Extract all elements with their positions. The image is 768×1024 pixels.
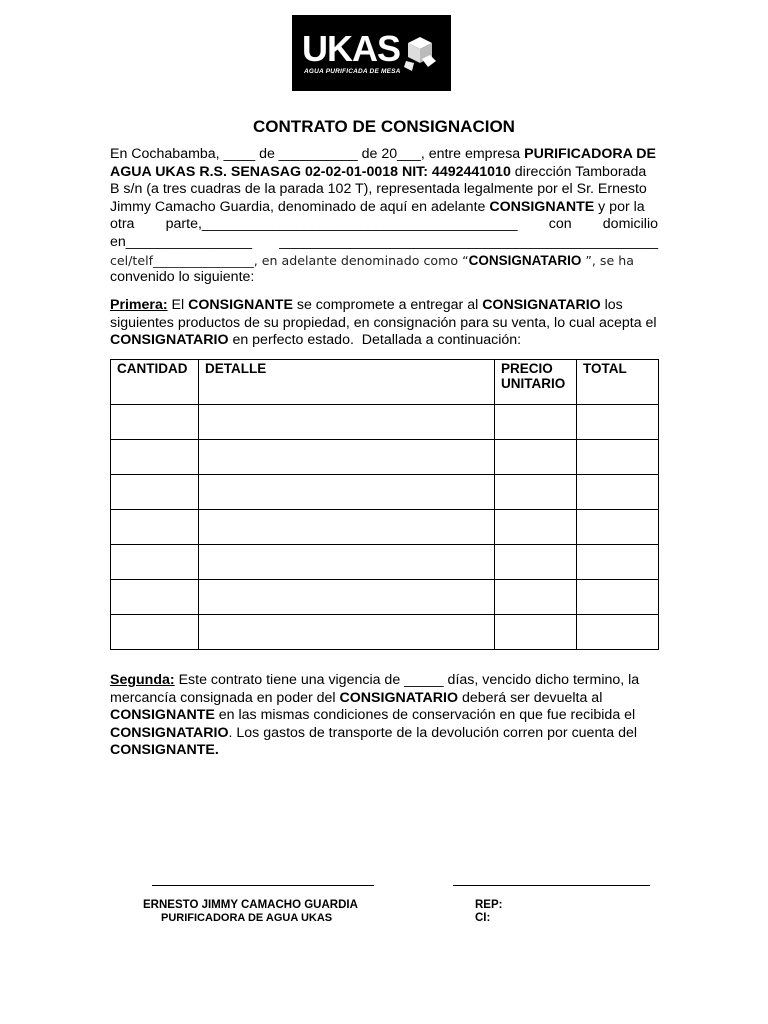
table-cell[interactable] <box>577 545 659 580</box>
primera-line-3: CONSIGNATARIO en perfecto estado. Detallada a continuación: <box>110 332 522 349</box>
segunda-line-2: mercancía consignada en poder del CONSIGNATARIO deberá ser devuelta al <box>110 689 603 706</box>
table-cell[interactable] <box>577 615 659 650</box>
table-row <box>111 475 659 510</box>
intro-line-3: B s/n (a tres cuadras de la parada 102 T), representada legalmente por el Sr. Ernesto <box>110 181 647 198</box>
primera-line-1: Primera: El CONSIGNANTE se compromete a entregar al CONSIGNATARIO los <box>110 297 623 313</box>
intro-paragraph <box>110 146 658 287</box>
rep-label: REP: <box>475 899 503 911</box>
segunda-line-5: CONSIGNANTE. <box>110 742 219 759</box>
table-cell[interactable] <box>495 405 577 440</box>
header-precio-unitario: PRECIO UNITARIO <box>495 360 577 405</box>
intro-line-1: En Cochabamba, ____ de __________ de 20___, entre empresa PURIFICADORA DE <box>110 146 657 162</box>
company-logo <box>292 15 451 91</box>
table-row <box>111 405 659 440</box>
table-header-row <box>111 360 659 405</box>
header-detalle: DETALLE <box>199 360 495 405</box>
table-cell[interactable] <box>199 580 495 615</box>
table-cell[interactable] <box>111 475 199 510</box>
ci-label: CI: <box>475 912 491 924</box>
logo-wordmark: UKAS <box>302 28 401 69</box>
intro-line-6: en________________ ________________________________________________ <box>110 233 658 250</box>
table-row <box>111 545 659 580</box>
ice-cube-icon <box>402 33 438 73</box>
clause-segunda <box>110 672 658 760</box>
table-cell[interactable] <box>111 510 199 545</box>
intro-line-7: cel/telf________________, en adelante denominado como “CONSIGNATARIO ”, se ha <box>110 252 634 268</box>
table-cell[interactable] <box>577 405 659 440</box>
segunda-line-3: CONSIGNANTE en las mismas condiciones de conservación en que fue recibida el <box>110 707 636 724</box>
clause-primera <box>110 297 658 350</box>
intro-line-4: Jimmy Camacho Guardia, denominado de aquí en adelante CONSIGNANTE y por la <box>110 198 645 215</box>
table-cell[interactable] <box>199 510 495 545</box>
signer-company: PURIFICADORA DE AGUA UKAS <box>161 912 333 924</box>
signature-line-right <box>453 885 650 886</box>
table-row <box>111 510 659 545</box>
table-cell[interactable] <box>577 510 659 545</box>
table-cell[interactable] <box>495 475 577 510</box>
table-cell[interactable] <box>495 580 577 615</box>
table-cell[interactable] <box>199 545 495 580</box>
table-row <box>111 615 659 650</box>
table-cell[interactable] <box>495 615 577 650</box>
table-cell[interactable] <box>111 440 199 475</box>
table-cell[interactable] <box>577 580 659 615</box>
table-cell[interactable] <box>577 475 659 510</box>
intro-line-8: convenido lo siguiente: <box>110 269 255 286</box>
table-cell[interactable] <box>495 510 577 545</box>
table-row <box>111 580 659 615</box>
table-cell[interactable] <box>111 405 199 440</box>
segunda-line-4: CONSIGNATARIO. Los gastos de transporte de la devolución corren por cuenta del <box>110 724 638 741</box>
table-cell[interactable] <box>111 580 199 615</box>
table-cell[interactable] <box>111 615 199 650</box>
header-cantidad: CANTIDAD <box>111 360 199 405</box>
intro-line-2: AGUA UKAS R.S. SENASAG 02-02-01-0018 NIT: 4492441010 dirección Tamborada <box>110 163 647 180</box>
signature-line-left <box>152 885 374 886</box>
table-cell[interactable] <box>577 440 659 475</box>
intro-line-5: otra parte,________________________________________ con domicilio <box>110 216 658 233</box>
table-cell[interactable] <box>199 405 495 440</box>
table-cell[interactable] <box>199 475 495 510</box>
primera-line-2: siguientes productos de su propiedad, en consignación para su venta, lo cual acepta el <box>110 314 657 331</box>
segunda-line-1: Segunda: Este contrato tiene una vigencia de _____ días, vencido dicho termino, la <box>110 672 640 688</box>
table-cell[interactable] <box>199 615 495 650</box>
products-table <box>110 359 659 650</box>
table-cell[interactable] <box>495 440 577 475</box>
table-cell[interactable] <box>199 440 495 475</box>
signer-name: ERNESTO JIMMY CAMACHO GUARDIA <box>143 899 358 911</box>
header-total: TOTAL <box>577 360 659 405</box>
table-cell[interactable] <box>111 545 199 580</box>
table-cell[interactable] <box>495 545 577 580</box>
page-title: CONTRATO DE CONSIGNACION <box>253 117 515 136</box>
logo-tagline: AGUA PURIFICADA DE MESA <box>304 68 401 75</box>
table-row <box>111 440 659 475</box>
